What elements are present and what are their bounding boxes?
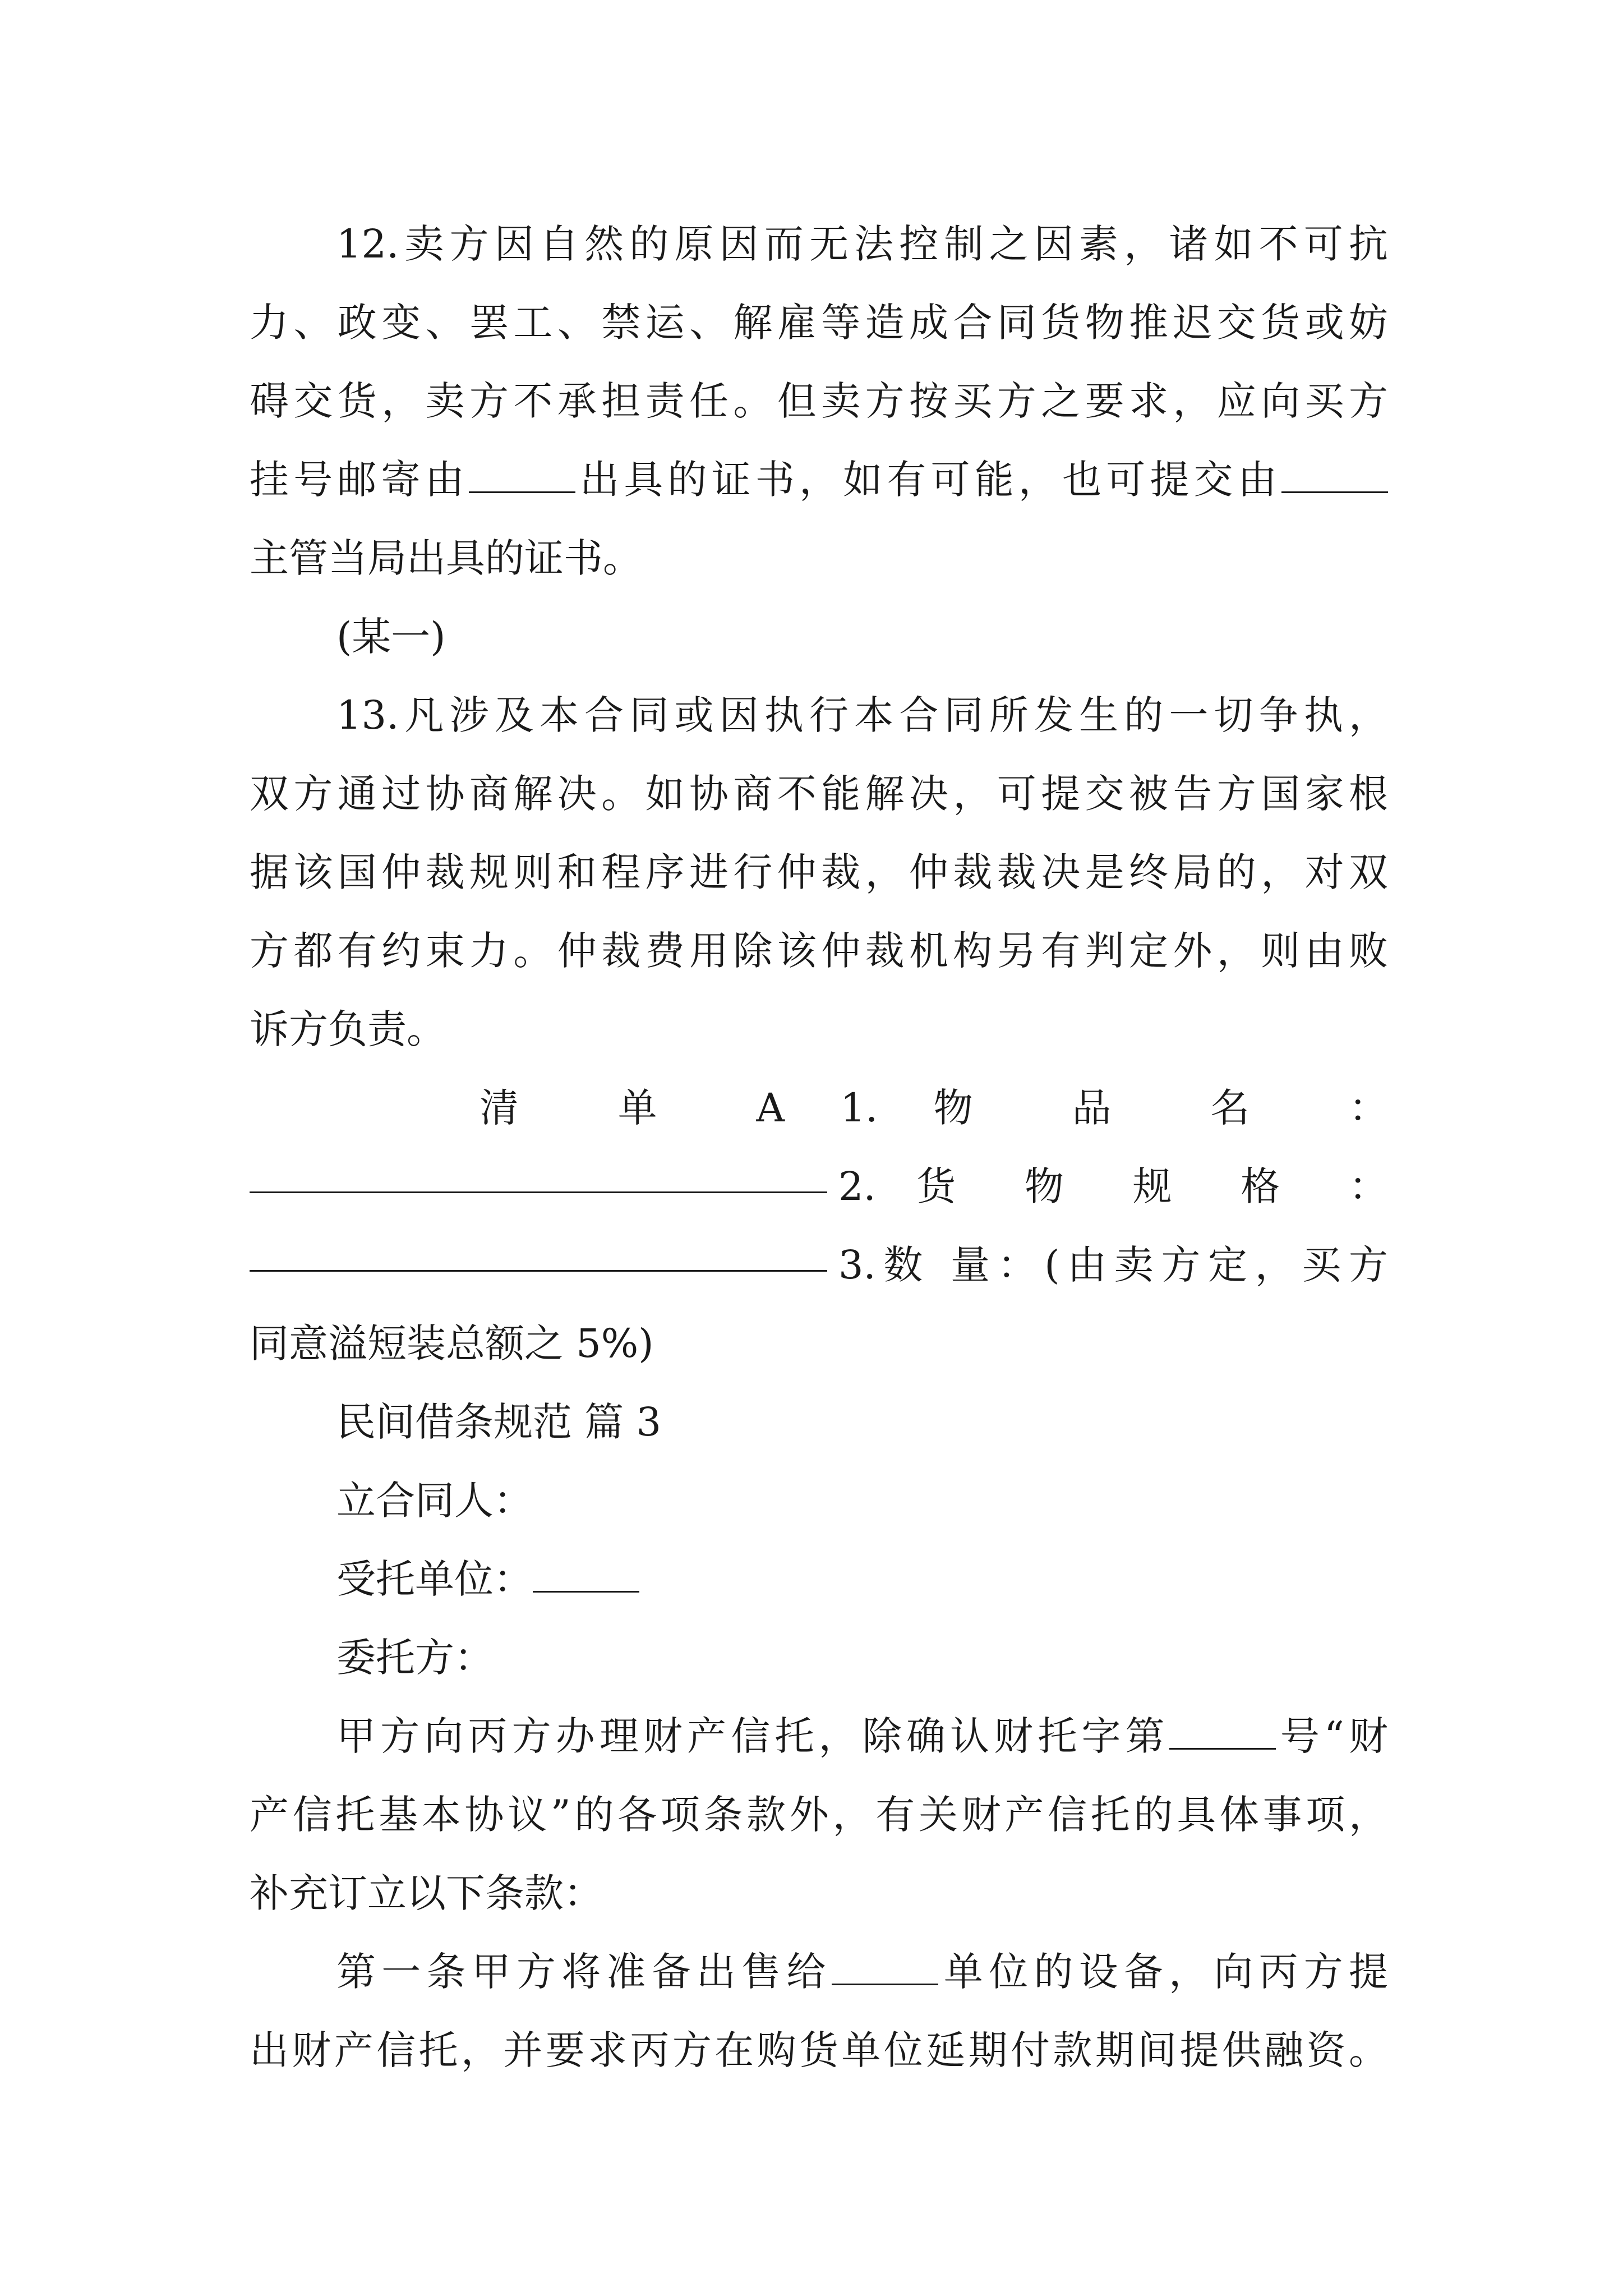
article1-line-1: [250, 1932, 1388, 2011]
list-a-item-2: 2. 货 物 规 格 ：: [838, 1163, 1388, 1209]
party-contract: 立合同人：: [336, 1478, 533, 1524]
trust-line-3: 补充订立以下条款：: [250, 1870, 603, 1916]
party-client: 委托方：: [336, 1635, 494, 1681]
article1-line-1-start: 第一条甲方将准备出售给: [336, 1949, 832, 1995]
party-trustee: [250, 1540, 1388, 1618]
p12-line-3: 碍交货，卖方不承担责任。但卖方按买方之要求，应向买方: [250, 378, 1388, 424]
party-trustee-label: 受托单位：: [336, 1556, 533, 1602]
section-mark: (某一): [336, 614, 446, 660]
trust-line-1-end: 号“财: [1275, 1713, 1388, 1759]
blank-field: [533, 1556, 639, 1593]
trust-line-1-start: 甲方向丙方办理财产信托，除确认财托字第: [336, 1713, 1169, 1759]
p12-line-1: 12.卖方因自然的原因而无法控制之因素，诸如不可抗: [336, 221, 1388, 267]
list-a-item-3: 3.数 量：(由卖方定，买方: [838, 1242, 1388, 1288]
trust-line-2: 产信托基本协议”的各项条款外，有关财产信托的具体事项，: [250, 1792, 1388, 1838]
p12-line-5: 主管当局出具的证书。: [250, 535, 642, 581]
list-a-line-4: 同意溢短装总额之 5%): [250, 1320, 654, 1366]
p13-line-5: 诉方负责。: [250, 1006, 446, 1052]
p13-line-3: 据该国仲裁规则和程序进行仲裁，仲裁裁决是终局的，对双: [250, 849, 1388, 895]
blank-field: [250, 1235, 827, 1272]
blank-field: [469, 457, 575, 493]
article1-line-2: 出财产信托，并要求丙方在购货单位延期付款期间提供融资。: [250, 2027, 1388, 2073]
p13-line-2: 双方通过协商解决。如协商不能解决，可提交被告方国家根: [250, 771, 1388, 817]
section-heading: 民间借条规范 篇 3: [336, 1399, 662, 1445]
blank-field: [1169, 1713, 1276, 1750]
p12-line-4-middle: 出具的证书，如有可能，也可提交由: [575, 457, 1282, 503]
blank-field: [1281, 457, 1388, 493]
p13-line-1: 13.凡涉及本合同或因执行本合同所发生的一切争执，: [336, 692, 1388, 738]
list-a-line-1: 清 单 A 1. 物 品 名 ：: [479, 1085, 1388, 1131]
trust-line-1: [250, 1697, 1388, 1775]
p12-line-2: 力、政变、罢工、禁运、解雇等造成合同货物推迟交货或妨: [250, 300, 1388, 346]
p13-line-4: 方都有约束力。仲裁费用除该仲裁机构另有判定外，则由败: [250, 928, 1388, 974]
blank-field: [832, 1949, 938, 1985]
article1-line-1-end: 单位的设备，向丙方提: [938, 1949, 1388, 1995]
p12-line-4-start: 挂号邮寄由: [250, 457, 469, 503]
p12-line-4: [250, 440, 1388, 519]
blank-field: [250, 1157, 827, 1193]
